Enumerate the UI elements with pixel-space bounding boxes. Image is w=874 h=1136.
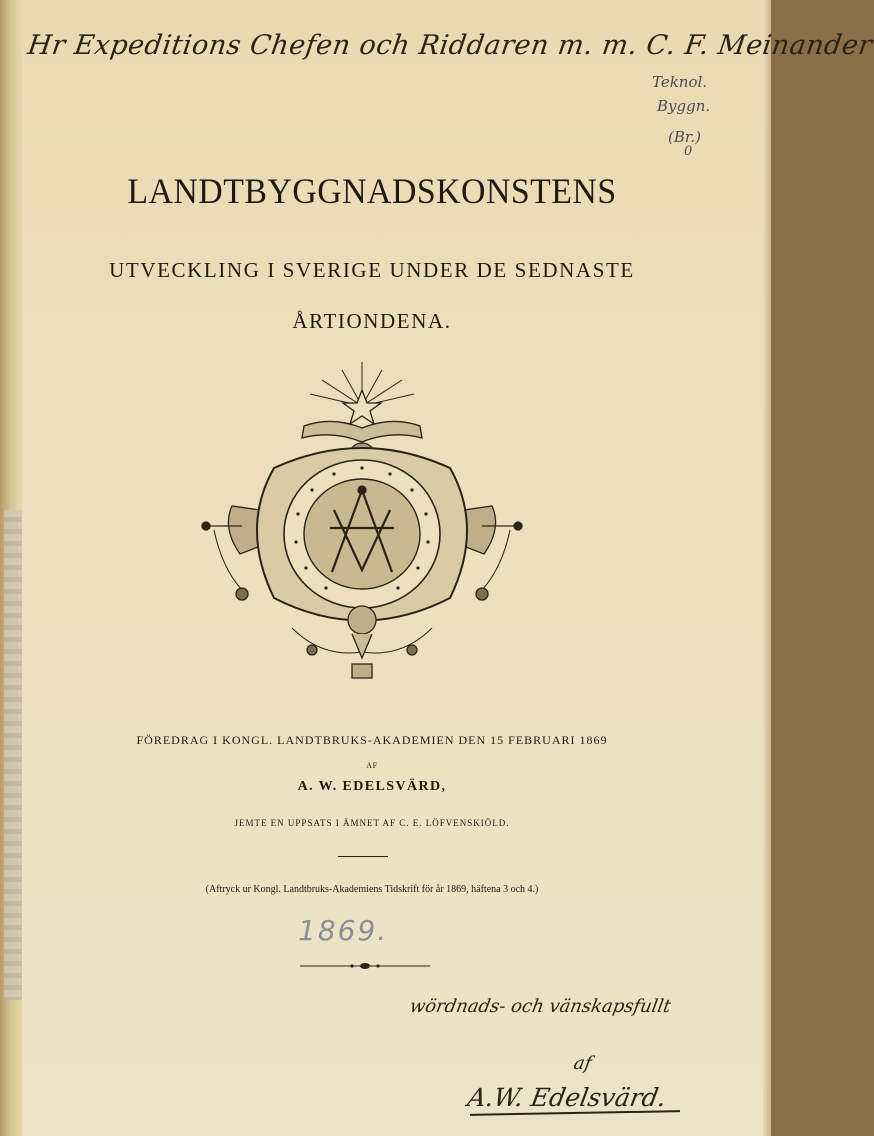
addendum-line: JEMTE EN UPPSATS I ÄMNET AF C. E. LÖFVENSKIÖLD. [234,818,510,828]
lecture-line: FÖREDRAG I KONGL. LANDTBRUKS-AKADEMIEN DEN 15 FEBRUARI 1869 [136,733,608,747]
handwritten-dedication: Hr Expeditions Chefen och Riddaren m. m. C. F. Meinander [25,30,874,61]
ornamental-rule-icon [300,960,430,972]
page-edge [763,0,771,1136]
af-label: AF [366,761,378,770]
pencil-year: 1869. [298,914,389,947]
title-line-2: UTVECKLING I SVERIGE UNDER DE SEDNASTE [109,258,635,282]
divider-rule [338,856,388,857]
author-name: A. W. EDELSVÄRD, [297,779,447,794]
spine-tear [4,510,22,1000]
library-note-3: (Br.) [668,128,702,146]
title-line-1: LANDTBYGGNADSKONSTENS [127,171,617,211]
signature-line-1: wördnads- och vänskapsfullt [408,996,673,1017]
library-note-2: Byggn. [657,97,711,115]
signature-name: A.W. Edelsvärd. [465,1083,669,1112]
title-line-3: ÅRTIONDENA. [292,309,452,333]
library-note-4: 0 [684,144,693,159]
library-note-1: Teknol. [652,73,708,91]
signature-line-2: af [572,1053,594,1074]
reprint-note: (Aftryck ur Kongl. Landtbruks-Akademiens Tidskrift för år 1869, häftena 3 och 4.) [205,884,539,895]
star-icon [343,390,381,424]
compass-square-star-emblem-icon [192,358,532,698]
